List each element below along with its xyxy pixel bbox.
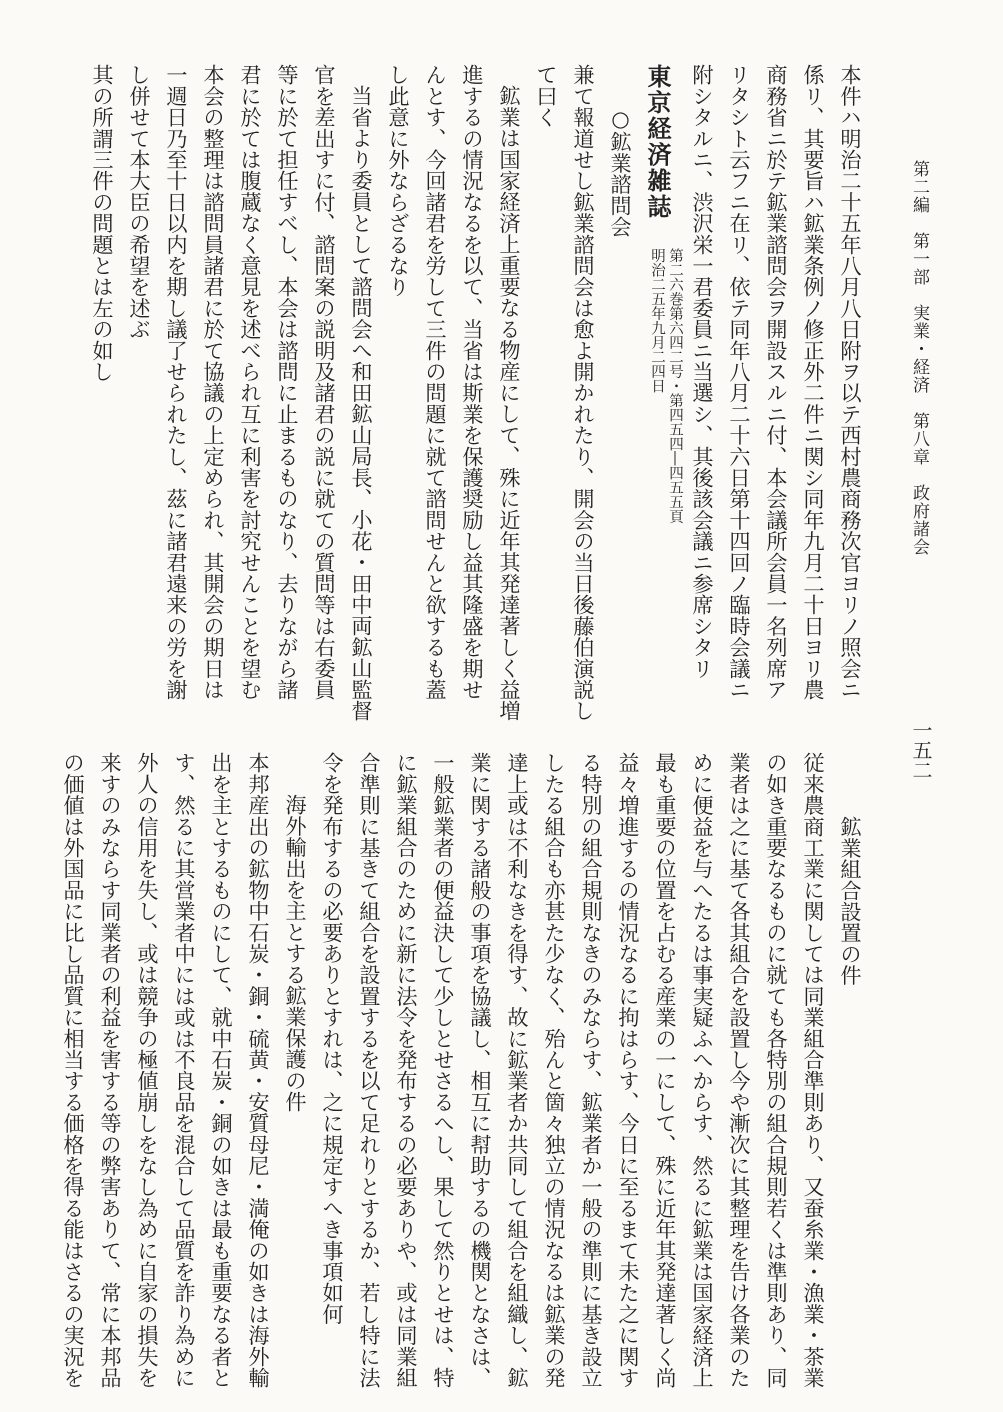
section1-line: に鉱業組合のために新に法令を発布するの必要ありや、或は同業組 bbox=[394, 752, 419, 1388]
source-title: 東京経済雑誌 bbox=[643, 64, 672, 220]
article-line: て曰く bbox=[534, 64, 559, 128]
source-heading bbox=[639, 64, 684, 684]
article-line: 一週日乃至十日以内を期し議了せられたし、茲に諸君遠来の労を謝 bbox=[164, 64, 189, 700]
section-title: 鉱業組合設置の件 bbox=[838, 815, 863, 986]
section2-line: 出を主とするものにして、就中石炭・銅の如きは最も重要なる者と bbox=[209, 752, 234, 1388]
intro-line: 本件ハ明治二十五年八月八日附ヲ以テ西村農商務次官ヨリノ照会ニ bbox=[838, 64, 863, 700]
article-line: んとす、今回諸君を労して三件の問題に就て諮問せんと欲するも蓋 bbox=[423, 64, 448, 700]
article-line: 官を差出すに付、諮問案の説明及諸君の説に就ての質問等は右委員 bbox=[312, 64, 337, 700]
section1-line: 益々増進するの情況なるに拘はらす、今日に至るまて未た之に関す bbox=[616, 752, 641, 1388]
article-line: 等に於て担任すべし、本会は諮問に止まるものなり、去りながら諸 bbox=[275, 64, 300, 700]
section1-line: の如き重要なるものに就ても各特別の組合規則若くは準則あり、同 bbox=[764, 752, 789, 1388]
section2-line: す、然るに其営業者中には或は不良品を混合して品質を詐り為めに bbox=[172, 752, 197, 1388]
source-citation bbox=[648, 248, 684, 524]
article-line: 君に於ては腹蔵なく意見を述べられ互に利害を討究せんことを望む bbox=[238, 64, 263, 700]
section1-line: る特別の組合規則なきのみならす、鉱業者か一般の準則に基き設立 bbox=[579, 752, 604, 1388]
section1-line: 最も重要の位置を占むる産業の一にして、殊に近年其発達著しく尚 bbox=[653, 752, 678, 1389]
citation-line-1: 第二六巻第六四二号・第四五四―四五五頁 bbox=[667, 248, 683, 524]
section1-line: 達上或は不利なきを得す、故に鉱業者か共同して組合を組織し、鉱 bbox=[505, 752, 530, 1388]
intro-line: 係リ、其要旨ハ鉱業条例ノ修正外二件ニ関シ同年九月二十日ヨリ農 bbox=[801, 64, 826, 700]
section-title: 海外輸出を主とする鉱業保護の件 bbox=[283, 794, 308, 1113]
article-title: ○鉱業諮問会 bbox=[608, 106, 633, 238]
running-header: 第二編 第一部 実業・経済 第八章 政府諸会 bbox=[909, 160, 929, 556]
article-line: し併せて本大臣の希望を述ぶ bbox=[127, 64, 152, 340]
section1-line: 業に関する諸般の事項を協議し、相互に幇助するの機関となさは、 bbox=[468, 752, 493, 1388]
intro-line: 商務省ニ於テ鉱業諮問会ヲ開設スルニ付、本会議所会員一名列席ア bbox=[764, 64, 789, 700]
section1-line: 令を発布するの必要ありとすれは、之に規定すへき事項如何 bbox=[320, 752, 345, 1325]
article-line: 当省より委員として諮問会へ和田鉱山局長、小花・田中両鉱山監督 bbox=[349, 85, 374, 722]
bottom-text-block bbox=[55, 752, 869, 1389]
section1-line: 一般鉱業者の便益決して少しとせさるへし、果して然りとせは、特 bbox=[431, 752, 456, 1388]
article-line: 鉱業は国家経済上重要なる物産にして、殊に近年其発達著しく益増 bbox=[497, 85, 522, 722]
section1-line: 従来農商工業に関しては同業組合準則あり、又蚕糸業・漁業・茶業 bbox=[801, 752, 826, 1388]
top-text-block bbox=[84, 64, 869, 722]
article-line: し此意に外ならざるなり bbox=[386, 64, 411, 298]
intro-line: リタシト云フニ在リ、依テ同年八月二十六日第十四回ノ臨時会議ニ bbox=[727, 64, 752, 700]
section1-line: したる組合も亦甚た少なく、殆んと箇々独立の情況なるは鉱業の発 bbox=[542, 752, 567, 1388]
intro-line: 附シタルニ、渋沢栄一君委員ニ当選シ、其後該会議ニ参席シタリ bbox=[690, 64, 715, 679]
article-line: 兼て報道せし鉱業諮問会は愈よ開かれたり、開会の当日後藤伯演説し bbox=[571, 64, 596, 722]
section2-line: 外人の信用を失し、或は競争の極値崩しをなし為めに自家の損失を bbox=[135, 752, 160, 1388]
article-line: 本会の整理は諮問員諸君に於て協議の上定められ、其開会の期日は bbox=[201, 64, 226, 700]
section2-line: の価値は外国品に比し品質に相当する価格を得る能はさるの実況を bbox=[61, 752, 86, 1388]
section1-line: 合準則に基きて組合を設置するを以て足れりとするか、若し特に法 bbox=[357, 752, 382, 1388]
article-line: 其の所謂三件の問題とは左の如し bbox=[90, 64, 115, 382]
section2-line: 来すのみならす同業者の利益を害する等の弊害ありて、常に本邦品 bbox=[98, 752, 123, 1388]
section2-line: 本邦産出の鉱物中石炭・銅・硫黄・安質母尼・満俺の如きは海外輸 bbox=[246, 752, 271, 1388]
citation-line-2: 明治二五年九月二四日 bbox=[649, 248, 665, 393]
section1-line: めに便益を与へたるは事実疑ふへからす、然るに鉱業は国家経済上 bbox=[690, 752, 715, 1388]
section1-line: 業者は之に基て各其組合を設置し今や漸次に其整理を告け各業のた bbox=[727, 752, 752, 1388]
article-line: 進するの情況なるを以て、当省は斯業を保護奨励し益其隆盛を期せ bbox=[460, 64, 485, 700]
page-number: 一五二 bbox=[909, 720, 933, 780]
